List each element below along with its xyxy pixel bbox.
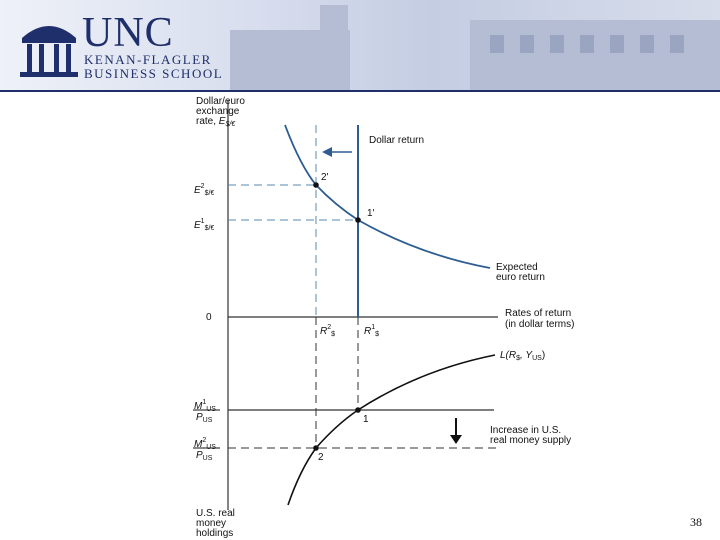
e1-tick-label (194, 216, 214, 234)
y-axis-label-subscript: $/€ (225, 121, 236, 128)
increase-arrow-icon (450, 435, 462, 444)
y-axis-label-symbol: E (218, 116, 226, 127)
l-r-subscript: $ (516, 355, 521, 362)
lower-y-axis-label-line3: holdings (196, 528, 234, 539)
m1-symbol: M (194, 401, 203, 412)
e1-symbol: E (194, 220, 201, 231)
point-1-prime-label: 1' (367, 208, 375, 219)
r2-superscript: 2 (327, 324, 332, 331)
point-2-prime-label: 2' (321, 172, 329, 183)
logo-word: UNC (82, 10, 174, 56)
p1-subscript: US (202, 417, 213, 424)
increase-label-line2: real money supply (490, 435, 572, 446)
y-axis-label-line3 (196, 116, 235, 130)
point-1-label: 1 (363, 414, 369, 425)
m2-subscript: US (206, 444, 216, 451)
m2-symbol: M (194, 439, 203, 450)
e1-superscript: 1 (200, 218, 205, 225)
r2-symbol: R (320, 326, 328, 337)
point-1 (355, 407, 361, 413)
point-2-label: 2 (318, 452, 324, 463)
lower-y-axis-label-line2: money (196, 518, 227, 529)
l-y-subscript: US (532, 355, 542, 362)
r2-tick-label (320, 322, 335, 340)
r1-tick-label (364, 322, 379, 340)
e2-subscript: $/€ (204, 190, 215, 197)
p2-subscript: US (202, 455, 213, 462)
expected-euro-label-line1: Expected (496, 262, 538, 273)
point-1-prime (355, 217, 361, 223)
l-r-symbol: R (508, 350, 517, 361)
e1-subscript: $/€ (204, 225, 215, 232)
r1-superscript: 1 (371, 324, 376, 331)
money-demand-label (500, 350, 545, 364)
lower-y-axis-label-line1: U.S. real (196, 508, 235, 519)
r2-subscript: $ (331, 331, 336, 338)
l-y-symbol: , Y (520, 350, 533, 361)
e2-tick-label (194, 181, 214, 199)
money-demand-curve (288, 355, 495, 505)
m1-subscript: US (206, 406, 216, 413)
x-axis-label-line2: (in dollar terms) (505, 319, 575, 330)
e2-superscript: 2 (200, 183, 205, 190)
logo-subtitle-line2: BUSINESS SCHOOL (84, 66, 224, 81)
point-2-prime (313, 182, 319, 188)
point-2 (313, 445, 319, 451)
y-axis-label-line1: Dollar/euro (196, 96, 245, 107)
m1-superscript: 1 (202, 399, 207, 406)
r1-subscript: $ (375, 331, 380, 338)
m2-superscript: 2 (202, 437, 207, 444)
logo-subtitle-line1: KENAN-FLAGLER (84, 52, 212, 67)
e2-symbol: E (194, 185, 201, 196)
l-close: ) (541, 350, 546, 361)
page-number: 38 (690, 515, 702, 529)
dollar-return-label: Dollar return (369, 135, 425, 146)
m2-denominator (196, 450, 212, 464)
p1-symbol: P (196, 412, 203, 423)
p2-symbol: P (196, 450, 203, 461)
m1-denominator (196, 412, 212, 426)
y-axis-label-text: rate, (196, 116, 219, 127)
l-open: L( (500, 350, 509, 361)
r1-symbol: R (364, 326, 372, 337)
x-axis-label-line1: Rates of return (505, 308, 572, 319)
y-axis-label-line2: exchange (196, 106, 240, 117)
expected-euro-label-line2: euro return (496, 272, 545, 283)
shift-arrow-icon (322, 147, 332, 157)
increase-label-line1: Increase in U.S. (490, 425, 562, 436)
origin-label: 0 (206, 312, 212, 323)
